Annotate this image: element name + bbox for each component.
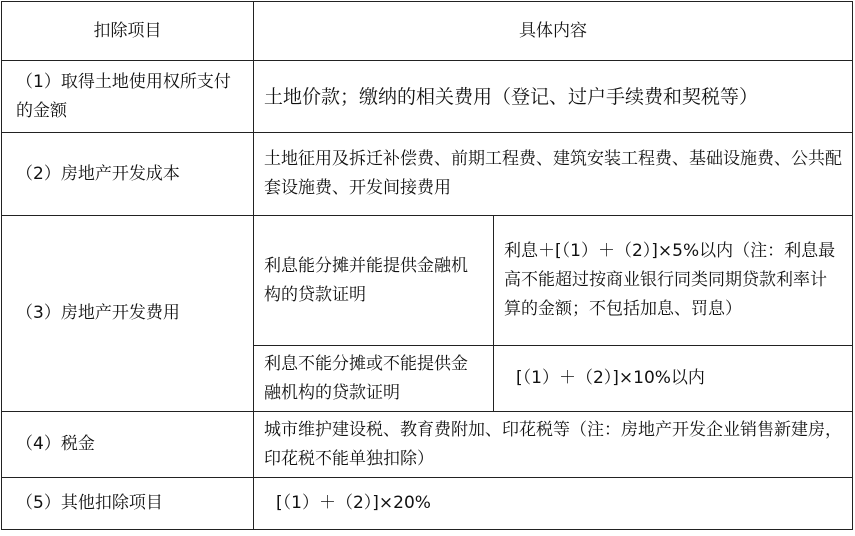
row2-item: （2）房地产开发成本 bbox=[2, 133, 254, 216]
header-content: 具体内容 bbox=[254, 2, 853, 61]
row4-item: （4）税金 bbox=[2, 412, 254, 478]
row5-item: （5）其他扣除项目 bbox=[2, 478, 254, 530]
table-row bbox=[2, 133, 853, 216]
row4-content: 城市维护建设税、教育费附加、印花税等（注：房地产开发企业销售新建房，印花税不能单独扣除） bbox=[254, 412, 853, 478]
row1-content: 土地价款；缴纳的相关费用（登记、过户手续费和契税等） bbox=[254, 61, 853, 133]
header-deduction-item: 扣除项目 bbox=[2, 2, 254, 61]
row1-item: （1）取得土地使用权所支付的金额 bbox=[2, 61, 254, 133]
table-row bbox=[2, 412, 853, 478]
table-row bbox=[2, 216, 853, 346]
row3-sub1-condition: 利息能分摊并能提供金融机构的贷款证明 bbox=[254, 216, 494, 346]
table-row bbox=[2, 478, 853, 530]
row3-sub2-rule: [（1）＋（2）]×10%以内 bbox=[494, 346, 853, 412]
row3-item: （3）房地产开发费用 bbox=[2, 216, 254, 412]
row3-sub2-condition: 利息不能分摊或不能提供金融机构的贷款证明 bbox=[254, 346, 494, 412]
deduction-table bbox=[1, 1, 853, 530]
table-row bbox=[2, 61, 853, 133]
deduction-table-container bbox=[0, 1, 855, 536]
header-row bbox=[2, 2, 853, 61]
row2-content: 土地征用及拆迁补偿费、前期工程费、建筑安装工程费、基础设施费、公共配套设施费、开发间接费用 bbox=[254, 133, 853, 216]
row5-content: [（1）＋（2）]×20% bbox=[254, 478, 853, 530]
row3-sub1-rule: 利息＋[（1）＋（2）]×5%以内（注：利息最高不能超过按商业银行同类同期贷款利率计算的金额；不包括加息、罚息） bbox=[494, 216, 853, 346]
